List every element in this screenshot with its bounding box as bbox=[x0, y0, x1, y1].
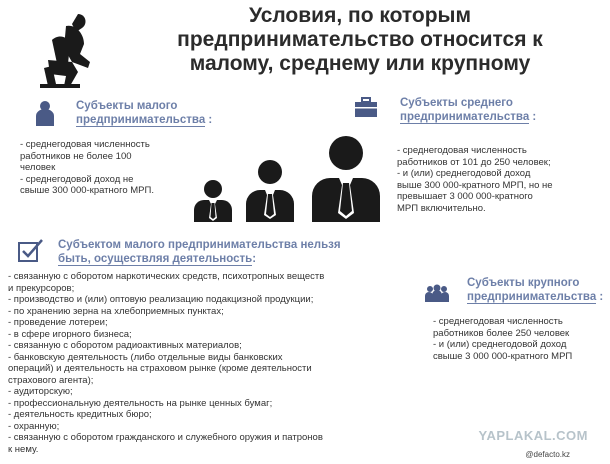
person-icon bbox=[34, 100, 56, 126]
businessman-large-icon bbox=[310, 136, 382, 222]
page-title: Условия, по которым предпринимательство относится к малому, среднему или крупному bbox=[177, 4, 543, 75]
small-business-text: - среднегодовая численность работников не более 100 человек - среднегодовой доход не свыше 300 000-кратного МРП. bbox=[20, 139, 154, 196]
small-business-heading: Субъекты малого предпринимательства : bbox=[76, 100, 213, 126]
group-icon bbox=[424, 284, 450, 302]
businessman-small-icon bbox=[192, 180, 234, 222]
restricted-activities-heading: Субъектом малого предпринимательства нельзя быть, осуществляя деятельность: bbox=[58, 239, 341, 265]
large-business-heading: Субъекты крупного предпринимательства : bbox=[467, 277, 604, 303]
thinker-figure-icon bbox=[38, 10, 108, 90]
briefcase-icon bbox=[354, 96, 378, 118]
large-business-text: - среднегодовая численность работников более 250 человек - и (или) среднегодовой доход свыше 3 000 000-кратного МРП bbox=[433, 316, 573, 362]
watermark: YAPLAKAL.COM bbox=[478, 428, 588, 443]
medium-business-text: - среднегодовая численность работников от 101 до 250 человек; - и (или) среднегодовой доход выше 300 000-кратного МРП, но не превышает 3 000 000-кратного МРП включительно. bbox=[397, 145, 553, 214]
medium-business-heading: Субъекты среднего предпринимательства : bbox=[400, 97, 537, 123]
businessman-medium-icon bbox=[244, 160, 296, 222]
restricted-activities-list: - связанную с оборотом наркотических средств, психотропных веществ и прекурсоров; - производство и (или) оптовую реализацию подакцизной продукции; - по хранению зерна на хлебоприемных пунктах; - проведение лотереи; - в сфере игорного бизнеса; - связанную с оборотом радиоактивных материалов; - банковскую деятельность (либо отдельные виды банковских операций) и деятельность на страховом рынке (кроме деятельности страхового агента); - аудиторскую; - профессиональную деятельность на рынке ценных бумаг; - деятельность кредитных бюро; - охранную; - связанную с оборотом гражданского и служебного оружия и патронов к нему. bbox=[8, 271, 325, 455]
checkbox-icon bbox=[18, 238, 44, 262]
source-credit: @defacto.kz bbox=[525, 450, 570, 459]
